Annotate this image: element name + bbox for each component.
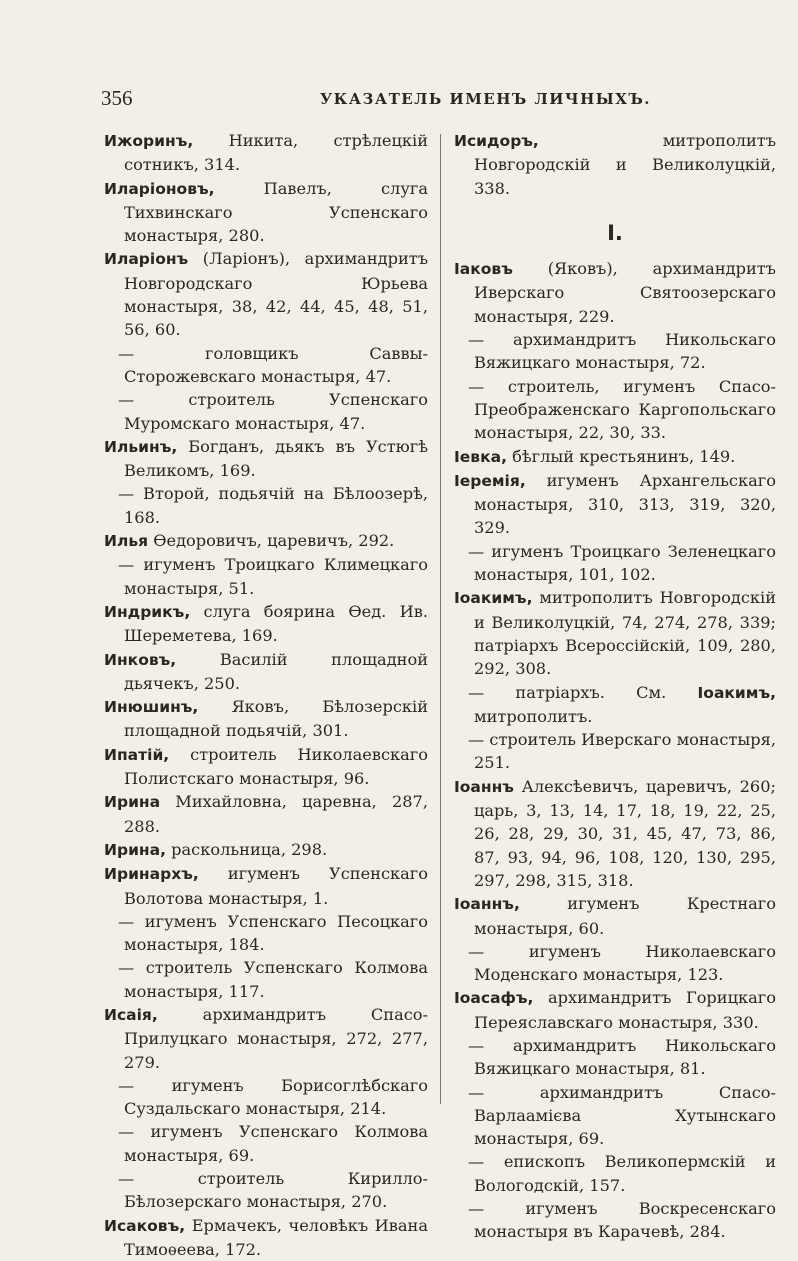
entry-text: строитель Кирилло-Бѣлозерскаго монастыря, 270. <box>124 1169 428 1212</box>
index-subentry <box>104 1167 428 1214</box>
entry-text: Павелъ, слуга Тихвинскаго Успенскаго монастыря, 280. <box>124 178 428 246</box>
index-subentry <box>454 1150 776 1197</box>
entry-headword: Ижоринъ, <box>104 132 194 150</box>
entry-text: игуменъ Борисоглѣбскаго Суздальскаго монастыря, 214. <box>124 1075 428 1119</box>
subentry-dash: — <box>118 1122 135 1142</box>
entry-headword: Иринархъ, <box>104 865 199 884</box>
subentry-dash: — <box>468 1035 485 1055</box>
subentry-dash: — <box>118 343 135 363</box>
subentry-dash: — <box>468 541 485 561</box>
entry-text: Яковъ, Бѣлозерскій площадной подьячій, 301. <box>124 697 428 741</box>
entry-headword: Іоакимъ, <box>454 589 533 608</box>
entry-text: игуменъ Николаевскаго Моденскаго монастыря, 123. <box>474 941 776 985</box>
index-subentry <box>454 1197 776 1244</box>
page-number: 356 <box>101 86 133 110</box>
index-entry <box>104 129 428 177</box>
index-entry <box>454 775 776 892</box>
entry-text: архимандритъ Никольскаго Вяжицкаго монастыря, 72. <box>474 330 776 373</box>
entry-text: строитель Иверскаго монастыря, 251. <box>474 730 776 773</box>
entry-headword: Іеремія, <box>454 471 526 490</box>
index-entry <box>104 177 428 248</box>
entry-text: игуменъ Успенскаго Волотова монастыря, 1. <box>124 864 428 908</box>
entry-text-tail: митрополитъ. <box>474 706 593 726</box>
subentry-dash: — <box>468 1082 485 1102</box>
index-subentry <box>454 328 776 375</box>
index-entry <box>454 986 776 1034</box>
subentry-dash: — <box>468 1199 485 1219</box>
entry-headword: Ирина, <box>104 840 166 859</box>
subentry-dash: — <box>118 911 135 931</box>
entry-text: архимандритъ Спасо-Прилуцкаго монастыря, 272, 277, 279. <box>124 1004 428 1072</box>
index-entry <box>454 129 776 200</box>
entry-headword: Исаія, <box>104 1005 158 1024</box>
entry-text: Второй, подьячій на Бѣлоозерѣ, 168. <box>124 484 428 527</box>
entry-headword: Илья <box>104 532 149 551</box>
entry-text: (Ларіонъ), архимандритъ Новгородскаго Юрьева монастыря, 38, 42, 44, 45, 48, 51, 56, 60. <box>124 249 428 340</box>
index-entry <box>104 790 428 838</box>
index-entry <box>454 445 776 469</box>
entry-text: митрополитъ Новгородскій и Великолуцкій, 74, 274, 278, 339; патріархъ Всероссійскій, 109, 280, 292, 308. <box>474 588 776 679</box>
subentry-dash: — <box>468 682 485 702</box>
entry-headword: Іаковъ <box>454 260 513 279</box>
entry-text: архимандритъ Спасо-Варлаамієва Хутынскаго монастыря, 69. <box>474 1082 776 1149</box>
index-entry <box>104 1003 428 1074</box>
entry-text: строитель Успенскаго Муромскаго монастыря, 47. <box>124 390 428 433</box>
index-subentry <box>104 956 428 1003</box>
entry-headword: Индрикъ, <box>104 602 191 621</box>
entry-text: строитель, игуменъ Спасо-Преображенскаго Каргопольскаго монастыря, 22, 30, 33. <box>474 376 776 443</box>
index-subentry <box>104 1074 428 1121</box>
entry-headword: Іоасафъ, <box>454 989 534 1008</box>
entry-headword: Иларіоновъ, <box>104 179 215 198</box>
entry-headword: Исаковъ, <box>104 1216 186 1235</box>
subentry-dash: — <box>468 376 485 396</box>
index-entry <box>104 862 428 910</box>
entry-text: Михайловна, царевна, 287, 288. <box>124 792 428 836</box>
index-subentry <box>454 1081 776 1151</box>
entry-headword: Ильинъ, <box>104 437 178 456</box>
subentry-dash: — <box>118 958 135 978</box>
right-column <box>454 129 776 1244</box>
subentry-dash: — <box>468 330 485 350</box>
index-entry <box>104 600 428 648</box>
cross-reference: Іоакимъ, <box>697 683 776 702</box>
entry-text: патріархъ. См. <box>484 682 698 702</box>
index-subentry <box>454 728 776 775</box>
index-entry <box>454 892 776 940</box>
entry-text: митрополитъ Новгородскій и Великолуцкій, 338. <box>474 131 776 198</box>
left-column <box>104 129 428 1261</box>
index-entry <box>104 695 428 743</box>
entry-headword: Ипатій, <box>104 745 170 764</box>
index-entry <box>104 435 428 483</box>
index-entry <box>454 469 776 540</box>
entry-text: Никита, стрѣлецкій сотникъ, 314. <box>124 131 428 175</box>
entry-text: строитель Успенскаго Колмова монастыря, 117. <box>124 958 428 1001</box>
index-entry <box>104 838 428 862</box>
entry-text: Ермачекъ, человѣкъ Ивана Тимоѳеева, 172. <box>124 1215 428 1259</box>
entry-text: Ѳедоровичъ, царевичъ, 292. <box>148 531 395 551</box>
entry-text: архимандритъ Никольскаго Вяжицкаго монастыря, 81. <box>474 1035 776 1079</box>
index-subentry <box>454 940 776 987</box>
entry-text: епископъ Великопермскій и Вологодскій, 157. <box>474 1152 776 1195</box>
entry-headword: Іевка, <box>454 447 507 466</box>
entry-headword: Инковъ, <box>104 650 177 669</box>
entry-text: игуменъ Архангельскаго монастыря, 310, 313, 319, 320, 329. <box>474 470 776 538</box>
entry-text: игуменъ Крестнаго монастыря, 60. <box>474 894 776 938</box>
subentry-dash: — <box>118 390 135 410</box>
subentry-dash: — <box>118 555 135 575</box>
subentry-dash: — <box>118 484 135 504</box>
section-letter-heading: I. <box>607 220 623 245</box>
index-subentry <box>454 681 776 729</box>
index-subentry <box>104 388 428 435</box>
column-divider <box>440 134 441 1104</box>
entry-text: Алексѣевичъ, царевичъ, 260; царь, 3, 13, 14, 17, 18, 19, 22, 25, 26, 28, 29, 30, 31, 45, 47, 73, 86, 87, 93, 94, 96, 108, 120, 130, 295, 297, 298, 315, 318. <box>474 776 776 890</box>
subentry-dash: — <box>468 1152 485 1172</box>
entry-text: игуменъ Успенскаго Колмова монастыря, 69. <box>124 1122 428 1165</box>
subentry-dash: — <box>118 1075 135 1095</box>
index-subentry <box>104 1120 428 1167</box>
entry-headword: Исидоръ, <box>454 132 539 150</box>
entry-text: (Яковъ), архимандритъ Иверскаго Святоозерскаго монастыря, 229. <box>474 259 776 326</box>
index-subentry <box>104 342 428 389</box>
entry-headword: Иларіонъ <box>104 250 189 269</box>
entry-text: архимандритъ Горицкаго Переяславскаго монастыря, 330. <box>474 988 776 1032</box>
entry-headword: Іоаннъ, <box>454 895 520 914</box>
index-subentry <box>104 910 428 957</box>
index-subentry <box>454 375 776 445</box>
entry-headword: Инюшинъ, <box>104 698 199 717</box>
index-entry <box>104 247 428 341</box>
entry-text: строитель Николаевскаго Полистскаго монастыря, 96. <box>124 744 428 789</box>
index-entry <box>104 743 428 791</box>
entry-text: игуменъ Воскресенскаго монастыря въ Карачевѣ, 284. <box>474 1199 776 1242</box>
index-subentry <box>454 540 776 587</box>
index-subentry <box>104 553 428 600</box>
index-subentry <box>104 482 428 529</box>
subentry-dash: — <box>118 1169 135 1189</box>
entry-text: Богданъ, дьякъ въ Устюгѣ Великомъ, 169. <box>124 436 428 481</box>
index-entry <box>104 1214 428 1261</box>
entry-text: бѣглый крестьянинъ, 149. <box>506 446 736 466</box>
running-title: УКАЗАТЕЛЬ ИМЕНЪ ЛИЧНЫХЪ. <box>320 90 652 108</box>
entry-headword: Ирина <box>104 793 161 812</box>
index-entry <box>104 529 428 553</box>
entry-text: игуменъ Троицкаго Зеленецкаго монастыря, 101, 102. <box>474 541 776 585</box>
entry-text: игуменъ Троицкаго Климецкаго монастыря, 51. <box>124 555 428 598</box>
index-subentry <box>454 1034 776 1081</box>
index-entry <box>454 257 776 328</box>
entry-text: Василій площадной дьячекъ, 250. <box>124 649 428 693</box>
subentry-dash: — <box>468 730 485 750</box>
entry-text: слуга боярина Ѳед. Ив. Шереметева, 169. <box>124 601 428 646</box>
entry-text: игуменъ Успенскаго Песоцкаго монастыря, 184. <box>124 911 428 955</box>
index-entry <box>104 648 428 696</box>
index-entry <box>454 586 776 680</box>
entry-text: головщикъ Саввы-Сторожевскаго монастыря, 47. <box>124 343 428 386</box>
entry-headword: Іоаннъ <box>454 777 514 796</box>
subentry-dash: — <box>468 941 485 961</box>
entry-text: раскольница, 298. <box>166 839 328 859</box>
